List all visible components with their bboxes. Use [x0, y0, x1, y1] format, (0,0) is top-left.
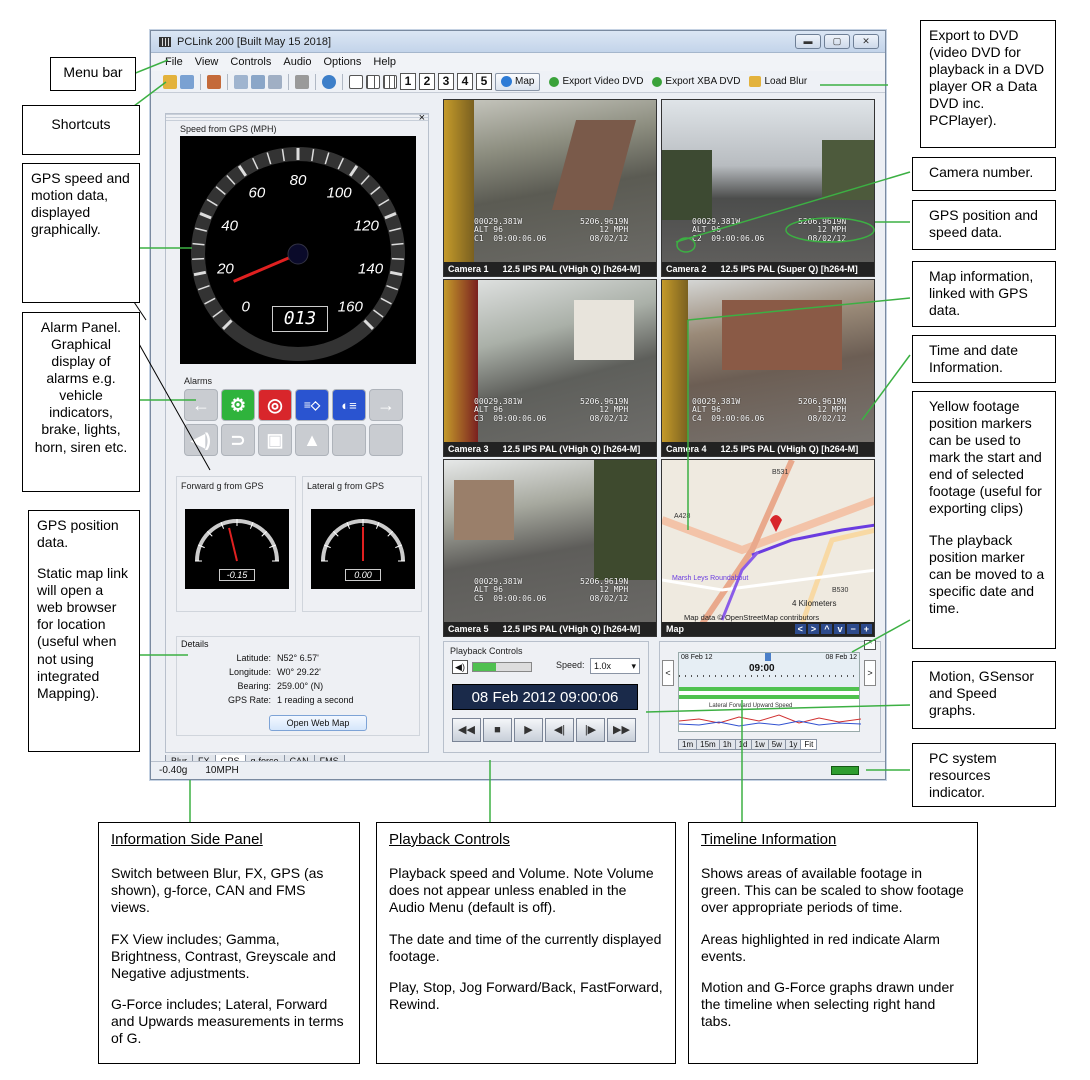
export-xba-dvd-button[interactable] — [652, 76, 740, 87]
map-view[interactable] — [661, 459, 875, 637]
timeline-prev-button[interactable]: < — [662, 660, 674, 686]
menu-bar — [151, 53, 885, 71]
camera-5-osd-right: 5206.9619N 12 MPH 08/02/12 — [580, 577, 629, 603]
speaker-icon: ◀) — [184, 424, 218, 456]
menu-controls[interactable]: Controls — [230, 56, 272, 68]
map-caption — [662, 622, 874, 636]
layout-quad-icon[interactable] — [366, 75, 380, 89]
headlight-icon: ◐≡ — [332, 389, 366, 421]
camera-2-button[interactable]: 2 — [419, 73, 435, 90]
tab-fit[interactable]: Fit — [800, 739, 817, 750]
speed-select[interactable] — [590, 658, 640, 674]
callout-timeline-p3: Motion and G-Force graphs drawn under the timeline when selecting right hand tabs. — [701, 978, 954, 1029]
print-icon[interactable] — [295, 75, 309, 89]
callout-playback-p3: Play, Stop, Jog Forward/Back, FastForward, Rewind. — [389, 978, 663, 1012]
siren-icon: ▲ — [295, 424, 329, 456]
lateral-g-readout: 0.00 — [345, 569, 381, 581]
left-indicator-icon: ← — [184, 389, 218, 421]
status-bar — [151, 761, 885, 779]
open-folder-icon[interactable] — [163, 75, 177, 89]
jog-forward-button[interactable]: |▶ — [576, 718, 605, 742]
needle-hub — [288, 244, 308, 264]
pc-resources-indicator — [831, 766, 859, 775]
footage-available-bar — [679, 695, 859, 699]
timeline-start: 08 Feb 12 — [681, 654, 713, 661]
camera-1-caption: Camera 1 12.5 IPS PAL (VHigh Q) [h264-M] — [444, 262, 656, 276]
fog-light-icon: ≡◇ — [295, 389, 329, 421]
cut-clip-icon[interactable] — [207, 75, 221, 89]
forward-g-gauge — [185, 509, 289, 589]
map-pan-up-button[interactable]: ^ — [821, 624, 832, 634]
callout-menu-bar: Menu bar — [50, 57, 136, 91]
timeline-scale-tabs — [678, 739, 816, 750]
load-blur-label: Load Blur — [764, 76, 808, 87]
copy-icon[interactable] — [234, 75, 248, 89]
g-arc — [197, 521, 277, 561]
camera-4-button[interactable]: 4 — [457, 73, 473, 90]
callout-shortcuts: Shortcuts — [22, 105, 140, 155]
camera-4-osd-right: 5206.9619N 12 MPH 08/02/12 — [798, 397, 847, 423]
camera-2-caption: Camera 2 12.5 IPS PAL (Super Q) [h264-M] — [662, 262, 874, 276]
playback-controls — [443, 641, 649, 753]
open-web-map-button[interactable]: Open Web Map — [269, 715, 367, 731]
camera-1-view[interactable] — [443, 99, 657, 277]
engine-icon: ⚙ — [221, 389, 255, 421]
playback-position-marker[interactable] — [765, 653, 771, 661]
callout-alarm-panel: Alarm Panel. Graphical display of alarms e.g. vehicle indicators, brake, lights, horn, siren etc. — [22, 312, 140, 492]
info-icon[interactable] — [322, 75, 336, 89]
detail-value: 1 reading a second — [277, 695, 354, 705]
app-icon — [159, 37, 171, 47]
speed-title: Speed from GPS (MPH) — [180, 124, 277, 134]
detail-key: GPS Rate: — [227, 695, 271, 705]
graph-legend: Lateral Forward Upward Speed — [709, 703, 793, 709]
lateral-g-gauge — [311, 509, 415, 589]
alarm-slot-empty — [369, 424, 403, 456]
detail-value: N52° 6.57' — [277, 653, 319, 663]
menu-options[interactable]: Options — [323, 56, 362, 68]
callout-timeline-p2: Areas highlighted in red indicate Alarm events. — [701, 930, 940, 964]
open-files-icon[interactable] — [180, 75, 194, 89]
speed-tick — [392, 259, 404, 260]
tab-1d[interactable]: 1d — [735, 739, 752, 750]
callout-playback-p2: The date and time of the currently displayed footage. — [389, 930, 662, 964]
door-icon: ▣ — [258, 424, 292, 456]
information-side-panel — [165, 113, 429, 753]
alarm-slot-empty — [332, 424, 366, 456]
callout-gps-position-line1: GPS position data. — [37, 517, 119, 551]
callout-time-date: Time and date Information. — [912, 335, 1056, 383]
brake-icon: ◎ — [258, 389, 292, 421]
map-label-b531: B531 — [772, 469, 789, 476]
export-xba-label: Export XBA DVD — [665, 76, 741, 87]
details-title: Details — [181, 639, 209, 649]
folder-icon — [749, 76, 761, 87]
callout-gps-pos-speed: GPS position and speed data. — [912, 200, 1056, 250]
map-pan-right-button[interactable]: > — [808, 624, 819, 634]
map-canvas[interactable] — [662, 460, 875, 624]
lateral-g-label: Lateral g from GPS — [307, 481, 385, 491]
forward-g-label: Forward g from GPS — [181, 481, 264, 491]
detail-value: W0° 29.22' — [277, 667, 321, 677]
callout-playback — [376, 822, 676, 1064]
callout-yellow-markers — [912, 391, 1056, 649]
globe-icon — [501, 76, 512, 87]
camera-3-button[interactable]: 3 — [438, 73, 454, 90]
map-credit: Map data © OpenStreetMap contributors — [684, 613, 820, 622]
speed-tick-label: 80 — [289, 172, 307, 189]
volume-slider[interactable] — [472, 662, 532, 672]
map-caption-label: Map — [666, 624, 684, 634]
menu-help[interactable]: Help — [373, 56, 397, 68]
callout-export-dvd: Export to DVD (video DVD for playback in a DVD player OR a Data DVD inc. PCPlayer). — [920, 20, 1056, 148]
detail-row-longitude — [177, 667, 419, 677]
detail-key: Latitude: — [236, 653, 271, 663]
layout-grid-icon[interactable] — [383, 75, 397, 89]
play-button[interactable]: ▶ — [514, 718, 543, 742]
map-pan-down-button[interactable]: v — [834, 624, 845, 634]
toolbar — [151, 71, 885, 93]
callout-info-panel — [98, 822, 360, 1064]
stop-button[interactable]: ■ — [483, 718, 512, 742]
alarm-panel — [184, 389, 403, 456]
callout-playback-p1: Playback speed and Volume. Note Volume does not appear unless enabled in the Audio Menu (default is off). — [389, 865, 654, 916]
speed-select-value: 1.0x — [594, 661, 612, 671]
arrow-right-icon — [549, 77, 559, 87]
camera-5-view[interactable] — [443, 459, 657, 637]
minimize-button[interactable]: ▬ — [795, 34, 821, 49]
tab-15m[interactable]: 15m — [696, 739, 720, 750]
speed-tick-label: 120 — [353, 217, 379, 235]
callout-gps-position — [28, 510, 140, 752]
camera-2-osd-right: 5206.9619N 12 MPH 08/02/12 — [798, 217, 847, 243]
map-label-a428: A428 — [674, 513, 691, 520]
map-scale: 4 Kilometers — [792, 599, 837, 608]
camera-5-button[interactable]: 5 — [476, 73, 492, 90]
callout-info-panel-p1: Switch between Blur, FX, GPS (as shown), g-force, CAN and FMS views. — [111, 865, 324, 916]
alarms-label: Alarms — [184, 376, 213, 386]
footage-available-bar — [679, 687, 859, 691]
map-button[interactable] — [495, 73, 540, 91]
callout-camera-number: Camera number. — [912, 157, 1056, 191]
menu-view[interactable]: View — [194, 56, 219, 68]
forward-g-box — [176, 476, 296, 612]
timeline-time: 09:00 — [749, 663, 775, 674]
horn-icon: ⊃ — [221, 424, 255, 456]
callout-gps-position-line2: Static map link will open a web browser for location (useful when not using integrated Mapping). — [37, 565, 129, 701]
panel-grip[interactable] — [166, 114, 428, 122]
callout-pc-resources: PC system resources indicator. — [912, 743, 1056, 807]
camera-3-caption: Camera 3 12.5 IPS PAL (VHigh Q) [h264-M] — [444, 442, 656, 456]
tab-1h[interactable]: 1h — [719, 739, 736, 750]
menu-audio[interactable]: Audio — [283, 56, 312, 68]
callout-info-panel-p2: FX View includes; Gamma, Brightness, Contrast, Greyscale and Negative adjustments. — [111, 930, 336, 981]
camera-2-osd: 00029.381W ALT 96 C2 09:00:06.06 — [692, 217, 765, 243]
timeline-end: 08 Feb 12 — [825, 654, 857, 661]
speed-tick-label: 100 — [326, 184, 352, 202]
tab-5w[interactable]: 5w — [768, 739, 786, 750]
speed-tick-label: 0 — [241, 298, 250, 316]
callout-yellow-markers-line2: The playback position marker can be moved to a specific date and time. — [929, 531, 1045, 616]
title-bar — [151, 31, 885, 53]
timeline-collapse-icon[interactable]: ^ — [864, 640, 876, 650]
tab-1y[interactable]: 1y — [785, 739, 801, 750]
rewind-button[interactable]: ◀◀ — [452, 718, 481, 742]
detail-key: Longitude: — [228, 667, 271, 677]
status-g: -0.40g — [159, 765, 188, 776]
camera-3-osd: 00029.381W ALT 96 C3 09:00:06.06 — [474, 397, 547, 423]
details-box — [176, 636, 420, 736]
callout-timeline-p1: Shows areas of available footage in green. This can be scaled to show footage over appropriate periods of time. — [701, 865, 964, 916]
callout-gps-speed: GPS speed and motion data, displayed graphically. — [22, 163, 140, 303]
speed-tick-label: 20 — [217, 260, 234, 278]
map-zoom-in-button[interactable]: + — [861, 624, 872, 634]
camera-4-caption: Camera 4 12.5 IPS PAL (VHigh Q) [h264-M] — [662, 442, 874, 456]
speed-tick-label: 140 — [358, 260, 384, 278]
timeline-panel — [659, 641, 881, 753]
jog-back-button[interactable]: ◀| — [545, 718, 574, 742]
right-indicator-icon: → — [369, 389, 403, 421]
callout-info-panel-p3: G-Force includes; Lateral, Forward and Upwards measurements in terms of G. — [111, 995, 344, 1046]
motion-graph — [679, 709, 861, 731]
menu-file[interactable]: File — [165, 56, 183, 68]
callout-timeline — [688, 822, 978, 1064]
map-label-roundabout: Marsh Leys Roundabout — [672, 575, 749, 582]
map-zoom-out-button[interactable]: − — [847, 624, 858, 634]
load-blur-button[interactable] — [749, 76, 807, 87]
export-video-label: Export Video DVD — [562, 76, 644, 87]
chevron-down-icon: ▾ — [631, 661, 636, 671]
fast-forward-button[interactable]: ▶▶ — [607, 718, 636, 742]
layout-single-icon[interactable] — [349, 75, 363, 89]
tab-1w[interactable]: 1w — [751, 739, 769, 750]
callout-playback-title: Playback Controls — [389, 831, 510, 848]
detail-key: Bearing: — [237, 681, 271, 691]
map-button-label: Map — [515, 76, 535, 87]
callout-map-info: Map information, linked with GPS data. — [912, 261, 1056, 327]
timeline-track[interactable] — [678, 652, 860, 732]
arrow-right-icon — [652, 77, 662, 87]
speed-tick-label: 40 — [221, 217, 238, 235]
snapshot-all-icon[interactable] — [268, 75, 282, 89]
callout-timeline-title: Timeline Information — [701, 831, 837, 848]
camera-4-view[interactable] — [661, 279, 875, 457]
camera-1-osd-right: 5206.9619N 12 MPH 08/02/12 — [580, 217, 629, 243]
close-button[interactable]: ✕ — [853, 34, 879, 49]
speed-tick-label: 60 — [248, 184, 266, 202]
speedometer — [180, 136, 416, 364]
map-label-b530: B530 — [832, 587, 849, 594]
camera-3-osd-right: 5206.9619N 12 MPH 08/02/12 — [580, 397, 629, 423]
export-video-dvd-button[interactable] — [549, 76, 643, 87]
snapshot-icon[interactable] — [251, 75, 265, 89]
g-needle — [229, 528, 237, 561]
window-title: PCLink 200 [Built May 15 2018] — [177, 35, 332, 48]
status-speed: 10MPH — [205, 765, 239, 776]
camera-3-view[interactable] — [443, 279, 657, 457]
detail-row-gps-rate — [177, 695, 419, 705]
callout-yellow-markers-line1: Yellow footage position markers can be used to mark the start and end of selected footage (useful for exporting clips) — [929, 398, 1042, 517]
camera-5-caption: Camera 5 12.5 IPS PAL (VHigh Q) [h264-M] — [444, 622, 656, 636]
maximize-button[interactable]: ▢ — [824, 34, 850, 49]
detail-value: 259.00° (N) — [277, 681, 324, 691]
speed-needle — [234, 254, 298, 281]
camera-1-button[interactable]: 1 — [400, 73, 416, 90]
camera-2-view[interactable] — [661, 99, 875, 277]
playback-title: Playback Controls — [450, 646, 523, 656]
camera-4-osd: 00029.381W ALT 96 C4 09:00:06.06 — [692, 397, 765, 423]
app-window — [150, 30, 886, 780]
map-pan-left-button[interactable]: < — [795, 624, 806, 634]
playback-buttons — [452, 718, 636, 742]
camera-5-osd: 00029.381W ALT 96 C5 09:00:06.06 — [474, 577, 547, 603]
forward-g-readout: -0.15 — [219, 569, 255, 581]
detail-row-latitude — [177, 653, 419, 663]
speed-tick-label: 160 — [337, 298, 363, 316]
volume-speaker-icon[interactable]: ◀) — [452, 660, 468, 674]
speed-tick — [192, 259, 204, 260]
lateral-g-box — [302, 476, 422, 612]
callout-info-panel-title: Information Side Panel — [111, 831, 263, 848]
detail-row-bearing — [177, 681, 419, 691]
playback-datetime: 08 Feb 2012 09:00:06 — [452, 684, 638, 710]
speed-label: Speed: — [556, 660, 585, 670]
timeline-next-button[interactable]: > — [864, 660, 876, 686]
tab-1m[interactable]: 1m — [678, 739, 697, 750]
panel-close-icon[interactable]: × — [418, 112, 425, 124]
camera-1-osd: 00029.381W ALT 96 C1 09:00:06.06 — [474, 217, 547, 243]
speed-readout: 013 — [272, 306, 328, 332]
callout-motion-graphs: Motion, GSensor and Speed graphs. — [912, 661, 1056, 729]
